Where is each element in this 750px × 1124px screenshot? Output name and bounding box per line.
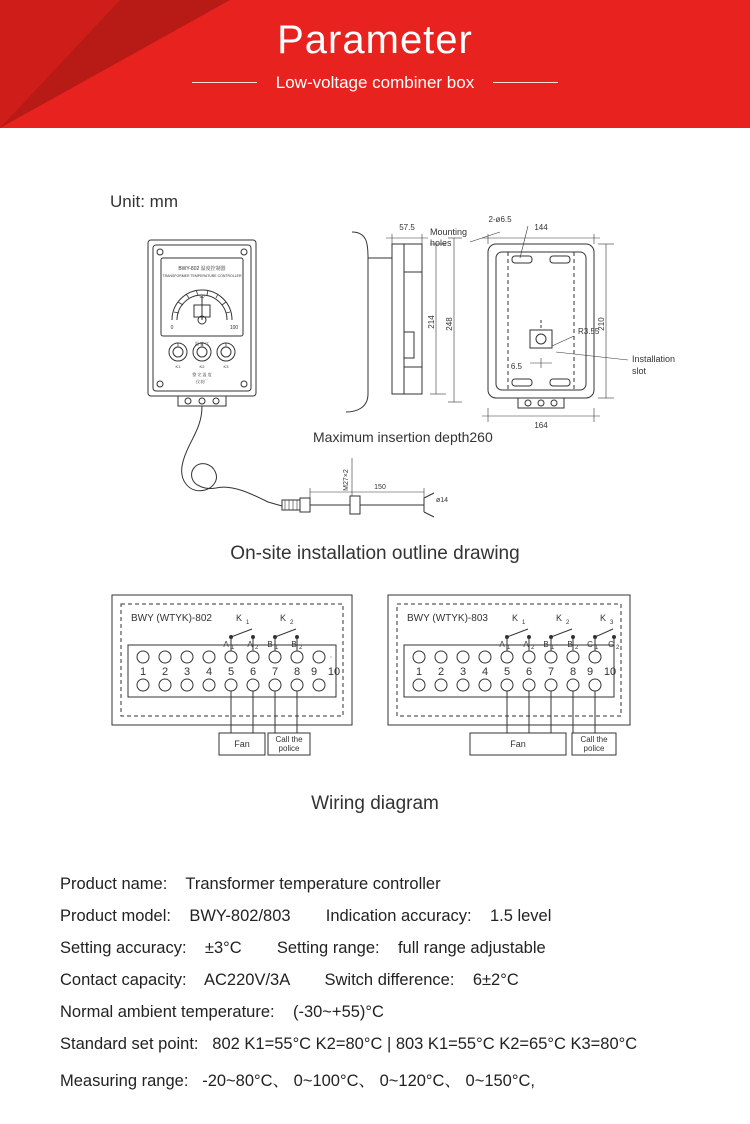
- svg-text:A: A: [523, 640, 529, 649]
- dim-probe-dia: ø14: [436, 497, 449, 504]
- svg-text:10: 10: [603, 666, 617, 678]
- svg-text:2: 2: [255, 645, 259, 651]
- spec-label-ambient-temperature: Normal ambient temperature:: [60, 1003, 275, 1021]
- spec-value-contact-capacity: AC220V/3A: [204, 971, 290, 989]
- svg-text:1: 1: [415, 666, 423, 678]
- dim-width-top: 144: [534, 223, 548, 232]
- page-header: [0, 0, 750, 128]
- svg-text:B: B: [567, 640, 573, 649]
- svg-text:K: K: [555, 613, 563, 623]
- svg-text:3: 3: [183, 666, 191, 678]
- label-installation-slot-2: slot: [632, 366, 647, 376]
- svg-text:6: 6: [525, 666, 533, 678]
- dim-height-outer: 248: [445, 317, 454, 331]
- dim-height-right: 210: [597, 317, 606, 331]
- spec-value-product-model: BWY-802/803: [189, 907, 291, 925]
- svg-text:BWY-802 温度控制器: BWY-802 温度控制器: [178, 266, 226, 272]
- svg-text:9: 9: [310, 666, 318, 678]
- svg-text:2: 2: [437, 666, 445, 678]
- svg-text:4: 4: [481, 666, 489, 678]
- spec-row-ambient-temperature: [60, 1003, 690, 1022]
- svg-text:K: K: [279, 613, 287, 623]
- svg-text:4: 4: [205, 666, 213, 678]
- wiring-left-model: BWY (WTYK)-802: [131, 613, 212, 624]
- spec-row-product-model: [60, 907, 690, 926]
- svg-text:7: 7: [271, 666, 279, 678]
- spec-label-setting-range: Setting range:: [276, 939, 380, 957]
- wiring-left-fan-label: Fan: [234, 739, 250, 749]
- outline-caption: On-site installation outline drawing: [230, 543, 520, 564]
- svg-text:K: K: [599, 613, 607, 623]
- spec-row-product-name: [60, 875, 690, 894]
- dial-max-label: 100: [229, 325, 239, 331]
- spec-label-product-model: Product model:: [60, 907, 171, 925]
- spec-label-standard-set-point: Standard set point:: [60, 1035, 199, 1053]
- svg-text:2: 2: [531, 645, 535, 651]
- spec-label-contact-capacity: Contact capacity:: [60, 971, 187, 989]
- svg-text:8: 8: [293, 666, 301, 678]
- dim-small: 6.5: [510, 362, 522, 371]
- spec-label-setting-accuracy: Setting accuracy:: [60, 939, 187, 957]
- svg-text:仪表厂: 仪表厂: [196, 379, 208, 384]
- svg-text:2: 2: [161, 666, 169, 678]
- svg-text:B: B: [267, 640, 273, 649]
- specs-list: [0, 875, 750, 1104]
- svg-text:Call the: Call the: [580, 735, 608, 744]
- svg-text:B: B: [543, 640, 549, 649]
- label-max-insertion: Maximum insertion depth260: [313, 429, 493, 445]
- spec-value-standard-set-point: 802 K1=55°C K2=80°C | 803 K1=55°C K2=65°C K3=80°C: [212, 1035, 638, 1053]
- svg-text:1: 1: [139, 666, 147, 678]
- spec-row-contact-capacity: [60, 971, 690, 990]
- svg-text:3: 3: [610, 620, 614, 626]
- spec-value-switch-difference: 6±2°C: [472, 971, 519, 989]
- svg-text:A: A: [223, 640, 229, 649]
- label-installation-slot-1: Installation: [632, 354, 676, 364]
- dim-holes: 2-ø6.5: [488, 215, 512, 224]
- spec-row-measuring-range: [60, 1067, 690, 1091]
- page-subtitle: Low-voltage combiner box: [275, 72, 475, 92]
- svg-text:1: 1: [507, 645, 511, 651]
- wiring-caption: Wiring diagram: [311, 793, 439, 814]
- dim-probe-thread: M27×2: [343, 469, 350, 491]
- svg-text:K3: K3: [223, 364, 229, 369]
- spec-label-measuring-range: Measuring range:: [60, 1072, 189, 1090]
- spec-value-product-name: Transformer temperature controller: [185, 875, 441, 893]
- page-title: Parameter: [277, 18, 473, 62]
- svg-text:C: C: [587, 640, 593, 649]
- svg-text:A: A: [499, 640, 505, 649]
- svg-text:2: 2: [299, 645, 303, 651]
- svg-text:1: 1: [231, 645, 235, 651]
- svg-text:police: police: [278, 744, 300, 753]
- svg-text:8: 8: [569, 666, 577, 678]
- svg-text:K: K: [235, 613, 243, 623]
- spec-row-standard-set-point: [60, 1035, 690, 1054]
- svg-text:整 定 温 度: 整 定 温 度: [192, 372, 212, 377]
- svg-text:2: 2: [290, 620, 294, 626]
- spec-value-indication-accuracy: 1.5 level: [489, 907, 552, 925]
- dim-probe-length: 150: [374, 484, 386, 491]
- spec-value-ambient-temperature: (-30~+55)°C: [292, 1003, 384, 1021]
- svg-text:2: 2: [616, 645, 620, 651]
- spec-label-product-name: Product name:: [60, 875, 168, 893]
- svg-text:3: 3: [459, 666, 467, 678]
- subtitle-rule-right: [493, 82, 558, 83]
- svg-text:1: 1: [522, 620, 526, 626]
- svg-text:2: 2: [575, 645, 579, 651]
- svg-text:K2: K2: [199, 364, 205, 369]
- svg-text:Call the: Call the: [275, 735, 303, 744]
- dial-zero-label: 0: [170, 325, 174, 331]
- svg-text:7: 7: [547, 666, 555, 678]
- wiring-diagram: [0, 585, 750, 780]
- spec-value-measuring-range: -20~80°C、 0~100°C、 0~120°C、 0~150°C,: [202, 1072, 535, 1090]
- svg-text:K1: K1: [175, 364, 181, 369]
- subtitle-rule-left: [192, 82, 257, 83]
- svg-text:1: 1: [246, 620, 250, 626]
- spec-value-setting-range: full range adjustable: [397, 939, 546, 957]
- dial-mid-label: 50: [199, 294, 205, 299]
- dim-radius: R3.55: [578, 327, 600, 336]
- spec-value-setting-accuracy: ±3°C: [204, 939, 242, 957]
- svg-text:1: 1: [551, 645, 555, 651]
- dim-width-bottom: 164: [534, 421, 548, 430]
- svg-text:1: 1: [275, 645, 279, 651]
- svg-text:10: 10: [327, 666, 341, 678]
- page-subtitle-wrap: [0, 72, 750, 93]
- svg-text:TRANSFORMER TEMPERATURE CONTRO: TRANSFORMER TEMPERATURE CONTROLLER: [162, 274, 242, 278]
- svg-text:1: 1: [595, 645, 599, 651]
- svg-text:5: 5: [227, 666, 235, 678]
- svg-text:9: 9: [586, 666, 594, 678]
- outline-drawing: [0, 212, 750, 542]
- svg-text:温 度 ℃: 温 度 ℃: [194, 341, 210, 346]
- spec-label-indication-accuracy: Indication accuracy:: [325, 907, 472, 925]
- unit-label: Unit: mm: [110, 192, 178, 211]
- svg-text:C: C: [608, 640, 614, 649]
- svg-text:K: K: [511, 613, 519, 623]
- svg-text:5: 5: [503, 666, 511, 678]
- svg-text:6: 6: [249, 666, 257, 678]
- svg-text:2: 2: [566, 620, 570, 626]
- svg-text:police: police: [583, 744, 605, 753]
- label-mounting-holes-1: Mounting: [430, 227, 468, 237]
- svg-text:A: A: [247, 640, 253, 649]
- spec-label-switch-difference: Switch difference:: [324, 971, 455, 989]
- wiring-right-model: BWY (WTYK)-803: [407, 613, 488, 624]
- label-mounting-holes-2: holes: [430, 238, 452, 248]
- wiring-right-fan-label: Fan: [510, 739, 526, 749]
- svg-text:B: B: [291, 640, 297, 649]
- spec-row-setting-accuracy: [60, 939, 690, 958]
- dim-depth: 57.5: [399, 223, 415, 232]
- dim-height-inner: 214: [427, 315, 436, 329]
